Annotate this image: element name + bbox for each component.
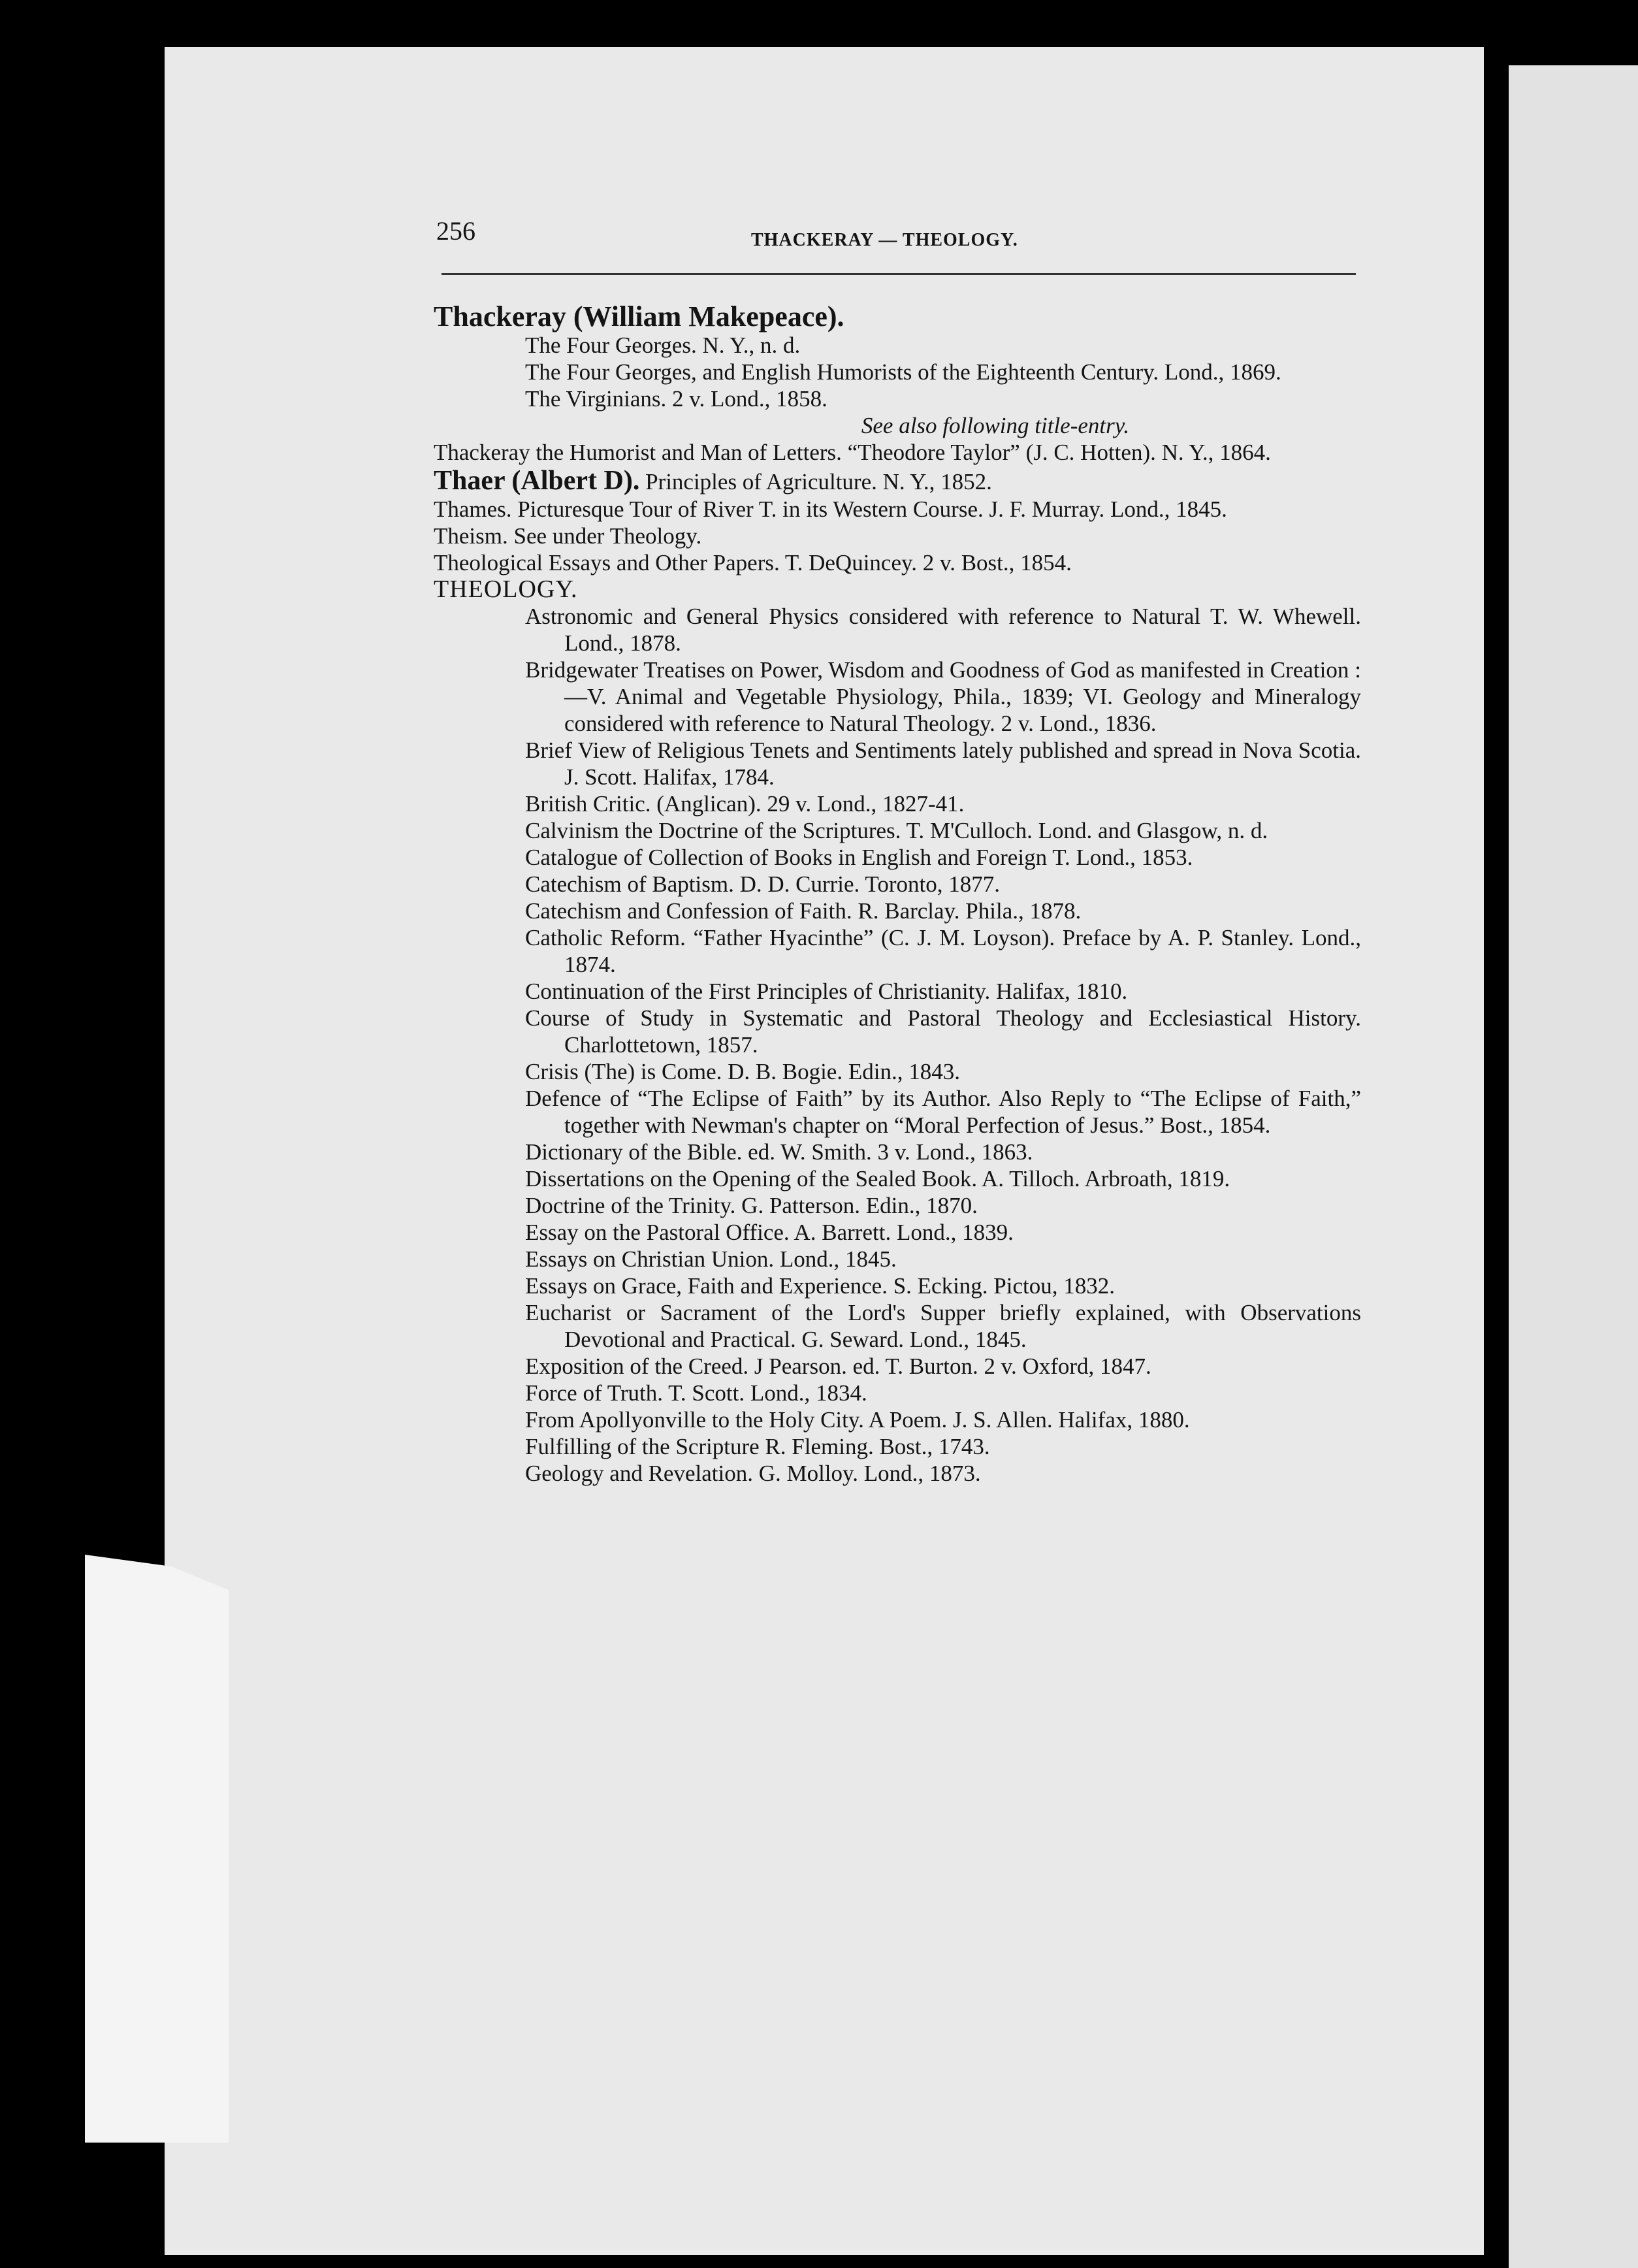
catalog-entry: Dictionary of the Bible. ed. W. Smith. 3 v. Lond., 1863. [525,1139,1033,1165]
catalog-entry: Theological Essays and Other Papers. T. DeQuincey. 2 v. Bost., 1854. [434,550,1072,575]
catalog-entry: Essays on Grace, Faith and Experience. S. Ecking. Pictou, 1832. [525,1273,1115,1299]
catalog-entry: The Four Georges. N. Y., n. d. [525,332,801,358]
catalog-entry: Course of Study in Systematic and Pastoral Theology and Ecclesiastical History. Charlottetown, 1857. [525,1005,1361,1058]
facing-page-edge [1509,65,1638,2268]
catalog-entry: Essay on the Pastoral Office. A. Barrett. Lond., 1839. [525,1220,1014,1245]
catalog-entry: Catalogue of Collection of Books in English and Foreign T. Lond., 1853. [525,845,1193,870]
catalog-entry: Force of Truth. T. Scott. Lond., 1834. [525,1380,867,1406]
catalog-entry [434,466,1361,496]
section-heading: THEOLOGY. [434,575,578,603]
catalog-entry: Catholic Reform. “Father Hyacinthe” (C. J. M. Loyson). Preface by A. P. Stanley. Lond., 1874. [525,925,1361,977]
catalog-entry: Essays on Christian Union. Lond., 1845. [525,1246,897,1272]
catalog-entry-text: Principles of Agriculture. N. Y., 1852. [639,469,992,494]
catalog-entry: Crisis (The) is Come. D. B. Bogie. Edin., 1843. [525,1059,960,1084]
catalog-entry: From Apollyonville to the Holy City. A Poem. J. S. Allen. Halifax, 1880. [525,1407,1190,1433]
catalog-entry: Continuation of the First Principles of Christianity. Halifax, 1810. [525,979,1128,1004]
catalog-entry: Catechism and Confession of Faith. R. Barclay. Phila., 1878. [525,898,1082,924]
running-head: THACKERAY — THEOLOGY. [751,230,1018,250]
catalog-entry: Defence of “The Eclipse of Faith” by its Author. Also Reply to “The Eclipse of Faith,” together with Newman's chapter on “Moral Perfection of Jesus.” Bost., 1854. [525,1086,1361,1138]
catalog-entry: Doctrine of the Trinity. G. Patterson. Edin., 1870. [525,1193,978,1218]
page-number: 256 [436,216,475,246]
catalog-entry: The Four Georges, and English Humorists of the Eighteenth Century. Lond., 1869. [525,359,1281,385]
catalog-entry: Eucharist or Sacrament of the Lord's Supper briefly explained, with Observations Devotional and Practical. G. Seward. Lond., 1845. [525,1300,1361,1352]
catalog-entry: The Virginians. 2 v. Lond., 1858. [525,386,827,412]
catalog-entry: Fulfilling of the Scripture R. Fleming. Bost., 1743. [525,1434,990,1459]
catalog-entry: Astronomic and General Physics considered with reference to Natural T. W. Whewell. Lond., 1878. [525,604,1361,656]
catalog-entry: Brief View of Religious Tenets and Sentiments lately published and spread in Nova Scotia. J. Scott. Halifax, 1784. [525,737,1361,790]
catalog-entry: Thames. Picturesque Tour of River T. in its Western Course. J. F. Murray. Lond., 1845. [434,496,1227,522]
cross-reference: See also following title-entry. [861,413,1130,438]
catalog-entry: Bridgewater Treatises on Power, Wisdom and Goodness of God as manifested in Creation :—V. Animal and Vegetable Physiology, Phila., 1839; VI. Geology and Mineralogy considered with reference to Natural Theology. 2 v. Lond., 1836. [525,657,1361,736]
header-rule [442,273,1356,275]
catalog-entry: Catechism of Baptism. D. D. Currie. Toronto, 1877. [525,871,1000,897]
paper-flap [85,1555,229,2143]
catalog-entry: Thackeray the Humorist and Man of Letters. “Theodore Taylor” (J. C. Hotten). N. Y., 1864. [434,440,1271,465]
author-heading: Thaer (Albert D). [434,466,640,496]
catalog-entry: Dissertations on the Opening of the Sealed Book. A. Tilloch. Arbroath, 1819. [525,1166,1230,1191]
author-heading: Thackeray (William Makepeace). [434,300,844,332]
catalog-entries [434,302,1361,1487]
catalog-entry: Calvinism the Doctrine of the Scriptures. T. M'Culloch. Lond. and Glasgow, n. d. [525,818,1268,843]
catalog-entry: Geology and Revelation. G. Molloy. Lond., 1873. [525,1461,981,1486]
catalog-entry: Exposition of the Creed. J Pearson. ed. T. Burton. 2 v. Oxford, 1847. [525,1353,1151,1379]
catalog-entry: Theism. See under Theology. [434,523,702,549]
catalog-entry: British Critic. (Anglican). 29 v. Lond., 1827-41. [525,791,965,817]
